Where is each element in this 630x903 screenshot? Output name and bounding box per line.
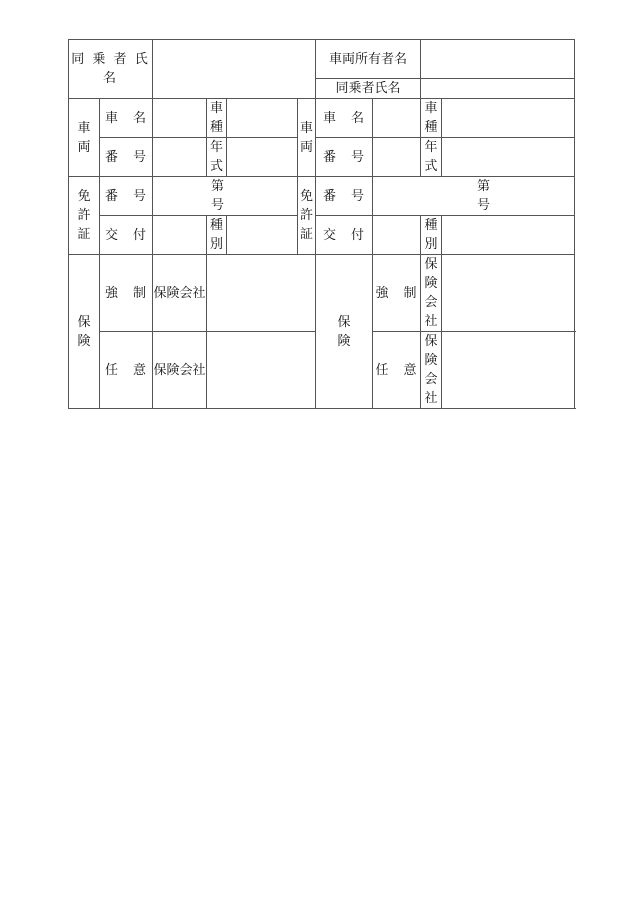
license-kind-text-right: 種別 bbox=[424, 218, 438, 252]
vehicle-group-char-2-right: 両 bbox=[299, 139, 313, 155]
vehicle-year-text: 年式 bbox=[209, 140, 223, 174]
vehicle-group-char-2: 両 bbox=[77, 139, 91, 155]
vehicle-year-label bbox=[207, 138, 227, 177]
license-kind-label-right bbox=[421, 216, 442, 255]
passenger-name-label: 同 乗 者 氏 名 bbox=[69, 40, 153, 99]
insurance-compulsory-label: 強 制 bbox=[100, 255, 153, 332]
insurance-company-label-2: 保険会社 bbox=[153, 332, 207, 409]
license-number-field-right[interactable] bbox=[373, 177, 575, 216]
vehicle-name-label: 車 名 bbox=[100, 99, 153, 138]
insurance-group-char-1-right: 保 bbox=[337, 314, 351, 330]
license-kind-field-right[interactable] bbox=[442, 216, 575, 255]
license-issue-label-right: 交 付 bbox=[316, 216, 373, 255]
vehicle-name-label-right: 車 名 bbox=[316, 99, 373, 138]
license-issue-field-right[interactable] bbox=[373, 216, 421, 255]
rideshare-form-table bbox=[68, 39, 575, 409]
vehicle-type-text-right: 車種 bbox=[424, 101, 438, 135]
vehicle-type-label bbox=[207, 99, 227, 138]
vehicle-year-field[interactable] bbox=[227, 138, 298, 177]
passenger-name-field-right[interactable] bbox=[421, 79, 575, 99]
insurance-voluntary-field[interactable] bbox=[207, 332, 316, 409]
license-dai-go-text-right: 第 号 bbox=[477, 179, 517, 213]
license-kind-field[interactable] bbox=[227, 216, 298, 255]
row-insurance-compulsory bbox=[69, 255, 575, 332]
vehicle-type-text: 車種 bbox=[209, 101, 223, 135]
insurance-compulsory-field[interactable] bbox=[207, 255, 316, 332]
license-number-label-right: 番 号 bbox=[316, 177, 373, 216]
license-number-label: 番 号 bbox=[100, 177, 153, 216]
license-group-label bbox=[69, 177, 100, 255]
license-group-char-1-right: 免 bbox=[299, 189, 313, 204]
passenger-name-field[interactable] bbox=[153, 40, 316, 99]
insurance-voluntary-field-right[interactable] bbox=[442, 332, 575, 409]
insurance-compulsory-label-right: 強 制 bbox=[373, 255, 421, 332]
vehicle-owner-field[interactable] bbox=[421, 40, 575, 79]
license-group-char-2: 許 bbox=[77, 208, 91, 223]
vehicle-type-field[interactable] bbox=[227, 99, 298, 138]
insurance-group-char-2: 険 bbox=[77, 333, 91, 349]
row-license-issue bbox=[69, 216, 575, 255]
insurance-group-char-1: 保 bbox=[77, 314, 91, 330]
license-group-char-3-right: 証 bbox=[299, 227, 313, 242]
vehicle-number-field[interactable] bbox=[153, 138, 207, 177]
license-group-char-2-right: 許 bbox=[299, 208, 313, 223]
row-vehicle-number bbox=[69, 138, 575, 177]
insurance-group-char-2-right: 険 bbox=[337, 333, 351, 349]
vehicle-number-field-right[interactable] bbox=[373, 138, 421, 177]
vehicle-group-label-right bbox=[298, 99, 316, 177]
vehicle-number-label: 番 号 bbox=[100, 138, 153, 177]
license-issue-label: 交 付 bbox=[100, 216, 153, 255]
vehicle-type-field-right[interactable] bbox=[442, 99, 575, 138]
license-kind-label bbox=[207, 216, 227, 255]
vehicle-name-field[interactable] bbox=[153, 99, 207, 138]
license-number-field[interactable] bbox=[153, 177, 298, 216]
license-group-char-3: 証 bbox=[77, 227, 91, 242]
vehicle-year-label-right bbox=[421, 138, 442, 177]
vehicle-number-label-right: 番 号 bbox=[316, 138, 373, 177]
insurance-voluntary-label: 任 意 bbox=[100, 332, 153, 409]
insurance-group-label-right bbox=[316, 255, 373, 409]
license-group-label-right bbox=[298, 177, 316, 255]
insurance-voluntary-label-right: 任 意 bbox=[373, 332, 421, 409]
license-kind-text: 種別 bbox=[209, 218, 223, 252]
license-dai-go-text: 第 号 bbox=[210, 179, 251, 213]
insurance-group-label bbox=[69, 255, 100, 409]
license-issue-field[interactable] bbox=[153, 216, 207, 255]
vehicle-year-text-right: 年式 bbox=[424, 140, 438, 174]
row-vehicle-name bbox=[69, 99, 575, 138]
vehicle-group-label bbox=[69, 99, 100, 177]
vehicle-year-field-right[interactable] bbox=[442, 138, 575, 177]
vehicle-group-char-1: 車 bbox=[77, 120, 91, 136]
vehicle-name-field-right[interactable] bbox=[373, 99, 421, 138]
passenger-name-label-right: 同乗者氏名 bbox=[316, 79, 421, 99]
vehicle-group-char-1-right: 車 bbox=[299, 120, 313, 136]
row-passenger-owner bbox=[69, 40, 575, 79]
license-group-char-1: 免 bbox=[77, 189, 91, 204]
vehicle-type-label-right bbox=[421, 99, 442, 138]
vehicle-owner-label: 車両所有者名 bbox=[316, 40, 421, 79]
insurance-company-label-right: 保険会社 bbox=[421, 255, 442, 332]
insurance-compulsory-field-right[interactable] bbox=[442, 255, 575, 332]
insurance-company-label: 保険会社 bbox=[153, 255, 207, 332]
row-license-number bbox=[69, 177, 575, 216]
insurance-company-label-2-right: 保険会社 bbox=[421, 332, 442, 409]
